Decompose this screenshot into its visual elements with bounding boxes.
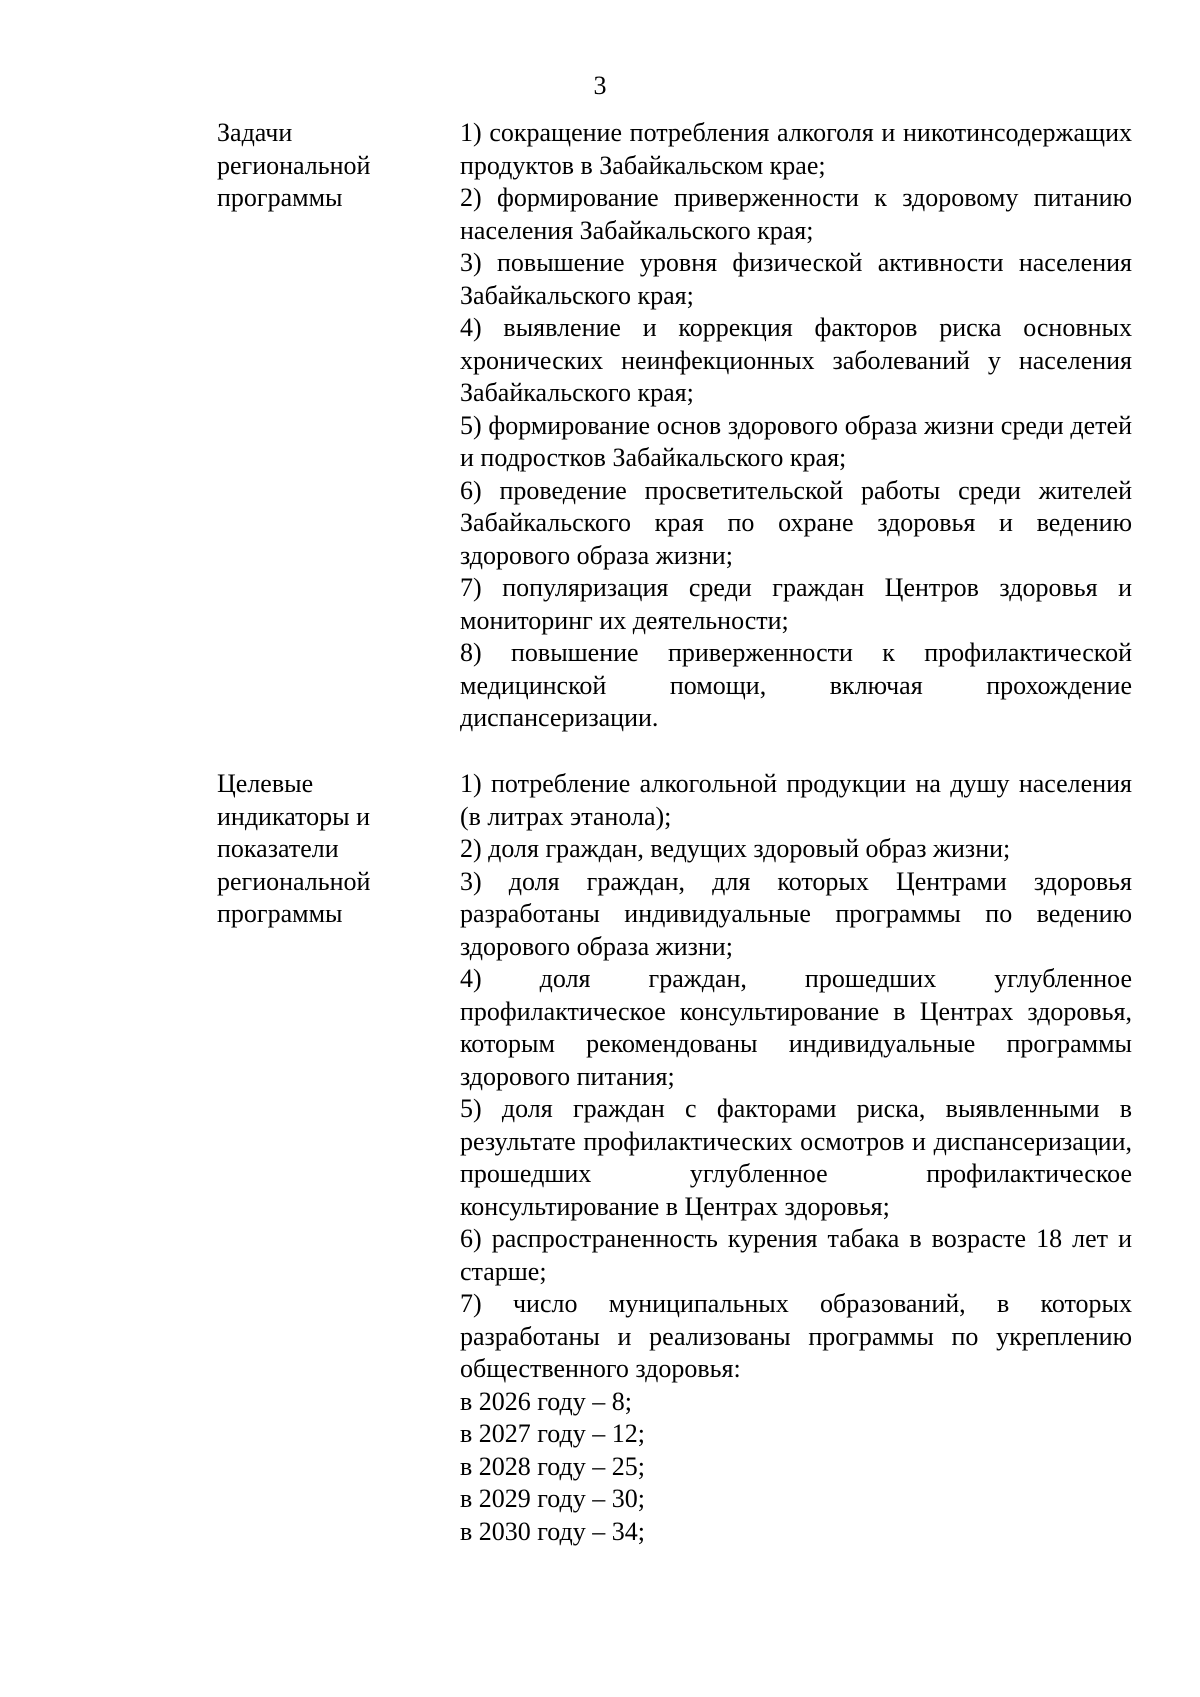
year-value-2027: в 2027 году – 12; xyxy=(460,1419,645,1448)
label-line: программы xyxy=(217,899,343,928)
indicator-item-4: 4) доля граждан, прошедших углубленное профилактическое консультирование в Центрах здоровья, которым рекомендованы индивидуальные программы здорового питания; xyxy=(460,964,1132,1091)
section-label-tasks xyxy=(217,117,417,215)
year-value-2029: в 2029 году – 30; xyxy=(460,1484,645,1513)
section-label-indicators xyxy=(217,768,417,931)
tasks-list xyxy=(460,117,1132,735)
label-line: Целевые xyxy=(217,769,314,798)
label-line: региональной xyxy=(217,150,371,180)
indicator-item-3: 3) доля граждан, для которых Центрами здоровья разработаны индивидуальные программы по ведению здорового образа жизни; xyxy=(460,866,1132,961)
page-number: 3 xyxy=(593,71,607,100)
indicator-item-1: 1) потребление алкогольной продукции на душу населения (в литрах этанола); xyxy=(460,769,1132,831)
task-item-1: 1) сокращение потребления алкоголя и никотинсодержащих продуктов в Забайкальском крае; xyxy=(460,118,1132,180)
year-value-2026: в 2026 году – 8; xyxy=(460,1386,632,1416)
task-item-2: 2) формирование приверженности к здоровому питанию населения Забайкальского края; xyxy=(460,183,1132,245)
indicator-item-6: 6) распространенность курения табака в возрасте 18 лет и старше; xyxy=(460,1224,1132,1286)
task-item-8: 8) повышение приверженности к профилактической медицинской помощи, включая прохождение диспансеризации. xyxy=(460,638,1132,732)
task-item-6: 6) проведение просветительской работы среди жителей Забайкальского края по охране здоровья и ведению здорового образа жизни; xyxy=(460,475,1132,570)
year-value-2030: в 2030 году – 34; xyxy=(460,1516,645,1546)
label-line: Задачи xyxy=(217,118,293,147)
task-item-3: 3) повышение уровня физической активности населения Забайкальского края; xyxy=(460,248,1132,310)
task-item-4: 4) выявление и коррекция факторов риска основных хронических неинфекционных заболеваний у населения Забайкальского края; xyxy=(460,313,1132,407)
indicator-item-5: 5) доля граждан с факторами риска, выявленными в результате профилактических осмотров и диспансеризации, прошедших углубленное профилактическое консультирование в Центрах здоровья; xyxy=(460,1094,1132,1221)
label-line: региональной xyxy=(217,866,371,896)
indicator-item-7: 7) число муниципальных образований, в которых разработаны и реализованы программы по укреплению общественного здоровья: xyxy=(460,1289,1132,1383)
label-line: индикаторы и xyxy=(217,801,370,831)
year-value-2028: в 2028 году – 25; xyxy=(460,1451,645,1481)
label-line: программы xyxy=(217,183,343,212)
task-item-5: 5) формирование основ здорового образа жизни среди детей и подростков Забайкальского края; xyxy=(460,410,1132,472)
indicator-item-2: 2) доля граждан, ведущих здоровый образ жизни; xyxy=(460,834,1011,863)
task-item-7: 7) популяризация среди граждан Центров здоровья и мониторинг их деятельности; xyxy=(460,573,1132,635)
label-line: показатели xyxy=(217,834,339,863)
indicators-list xyxy=(460,768,1132,1548)
